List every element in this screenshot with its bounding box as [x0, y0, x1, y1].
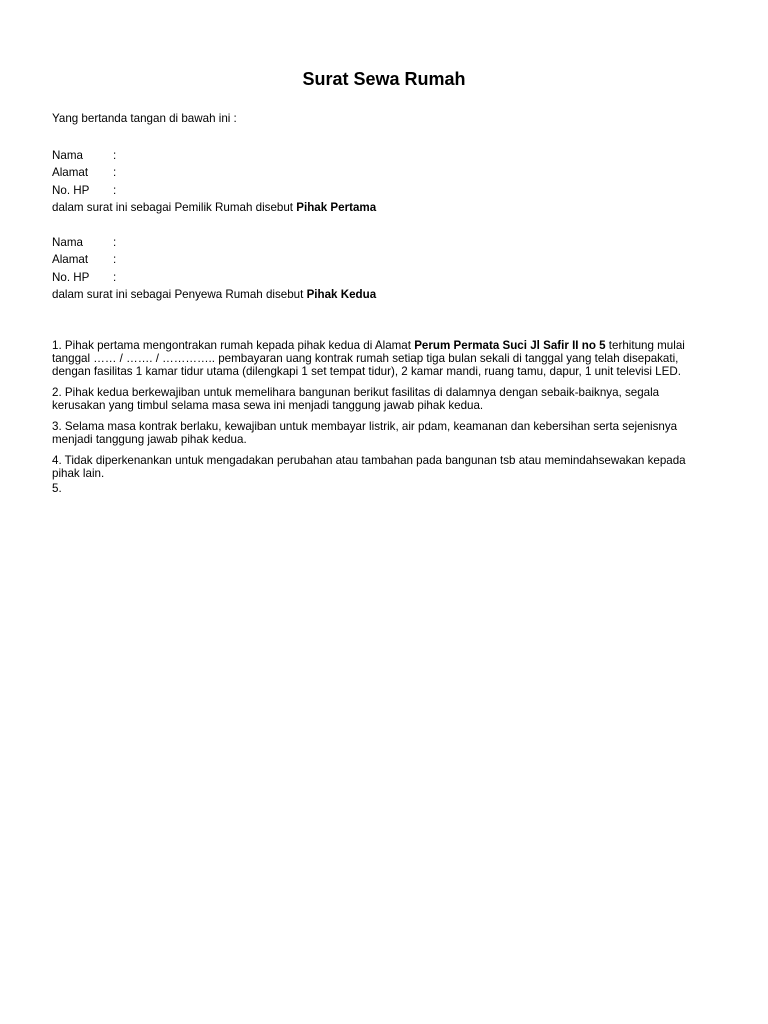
field-colon: :: [113, 149, 117, 162]
party-one-phone-row: [52, 182, 712, 199]
clauses-list: [52, 339, 712, 503]
field-label: Alamat: [52, 253, 89, 267]
clause-2: 2. Pihak kedua berkewajiban untuk memelihara bangunan berikut fasilitas di dalamnya dengan sebaik-baiknya, segala kerusakan yang timbul selama masa sewa ini menjadi tanggung jawab pihak kedua.: [52, 386, 660, 412]
field-colon: :: [113, 166, 117, 180]
field-colon: :: [113, 236, 117, 249]
party-two-description: [52, 286, 712, 303]
party-two-name-row: [52, 234, 712, 251]
field-colon: :: [113, 183, 117, 197]
party-two-desc-text: dalam surat ini sebagai Penyewa Rumah disebut: [52, 287, 307, 301]
party-one-block: [52, 147, 712, 216]
party-one-role: Pihak Pertama: [296, 200, 377, 214]
clause-5: 5.: [52, 482, 62, 495]
clause-1-address: Perum Permata Suci Jl Safir II no 5: [414, 339, 606, 352]
document-title: Surat Sewa Rumah: [302, 69, 466, 89]
field-colon: :: [113, 270, 117, 284]
clause-4: 4. Tidak diperkenankan untuk mengadakan perubahan atau tambahan pada bangunan tsb atau memindahsewakan kepada pihak lain.: [52, 454, 686, 480]
intro-line: Yang bertanda tangan di bawah ini :: [52, 112, 237, 125]
party-two-phone-row: [52, 269, 712, 286]
field-label: No. HP: [52, 183, 90, 197]
party-one-desc-text: dalam surat ini sebagai Pemilik Rumah disebut: [52, 200, 297, 214]
clause-1-text-end: terhitung mulai tanggal …… / ……. / ………….. pembayaran uang kontrak rumah setiap tiga bulan sekali di tanggal yang telah disepakati, dengan fasilitas 1 kamar tidur utama (dilengkapi 1 set tempat tidur), 2 kamar mandi, ruang tamu, dapur, 1 unit televisi LED.: [52, 339, 685, 378]
party-one-description: [52, 199, 712, 216]
field-colon: :: [113, 253, 117, 267]
field-label: Nama: [52, 236, 83, 249]
party-one-name-row: [52, 147, 712, 164]
clause-3: 3. Selama masa kontrak berlaku, kewajiban untuk membayar listrik, air pdam, keamanan dan kebersihan serta sejenisnya menjadi tanggung jawab pihak kedua.: [52, 420, 678, 446]
field-label: No. HP: [52, 270, 90, 284]
clause-1-text-start: 1. Pihak pertama mengontrakan rumah kepada pihak kedua di Alamat: [52, 339, 415, 352]
party-two-block: [52, 234, 712, 303]
party-two-role: Pihak Kedua: [306, 287, 377, 301]
field-label: Alamat: [52, 166, 89, 180]
clause-1: [52, 339, 712, 378]
party-two-address-row: [52, 251, 712, 268]
party-one-address-row: [52, 164, 712, 181]
field-label: Nama: [52, 149, 83, 162]
